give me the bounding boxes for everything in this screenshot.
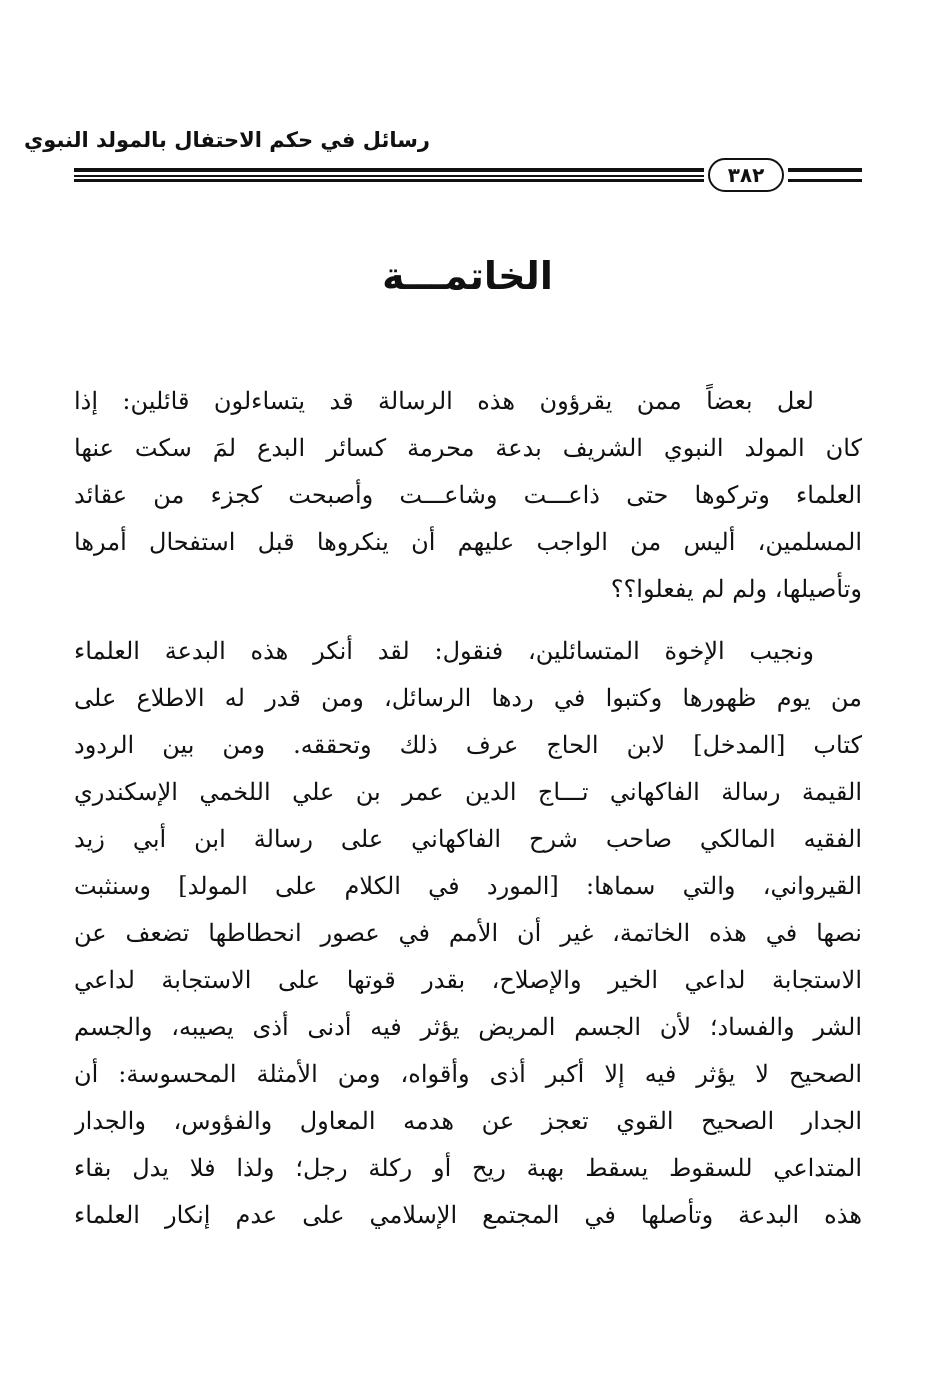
text-line: ونجيب الإخوة المتسائلين، فنقول: لقد أنكر هذه البدعة العلماء (74, 637, 814, 665)
header-rule-left (74, 168, 704, 182)
text-line: وتأصيلها، ولم لم يفعلوا؟؟ (610, 575, 862, 603)
text-line: من يوم ظهورها وكتبوا في ردها الرسائل، ومن قدر له الاطلاع على (74, 684, 862, 712)
paragraph-gap (74, 613, 862, 628)
text-line: القيرواني، والتي سماها: [المورد في الكلام على المولد] وسنثبت (74, 872, 862, 900)
text-line: المتداعي للسقوط يسقط بهبة ريح أو ركلة رجل؛ ولذا فلا يدل بقاء (74, 1154, 862, 1182)
text-line: الاستجابة لداعي الخير والإصلاح، بقدر قوتها على الاستجابة لداعي (74, 966, 862, 994)
text-line: الفقيه المالكي صاحب شرح الفاكهاني على رسالة ابن أبي زيد (74, 825, 862, 853)
chapter-title: الخاتمـــة (382, 254, 553, 298)
header-rule-right (788, 168, 862, 182)
text-line: الصحيح لا يؤثر فيه إلا أكبر أذى وأقواه، ومن الأمثلة المحسوسة: أن (74, 1060, 862, 1088)
text-line: المسلمين، أليس من الواجب عليهم أن ينكروها قبل استفحال أمرها (74, 528, 862, 556)
page-number: ٣٨٢ (708, 158, 784, 192)
text-line: الجدار الصحيح القوي تعجز عن هدمه المعاول والفؤوس، والجدار (74, 1107, 862, 1135)
text-line: هذه البدعة وتأصلها في المجتمع الإسلامي على عدم إنكار العلماء (74, 1201, 862, 1229)
text-line: القيمة رسالة الفاكهاني تـــاج الدين عمر بن علي اللخمي الإسكندري (74, 778, 862, 806)
text-line: الشر والفساد؛ لأن الجسم المريض يؤثر فيه أدنى أذى يصيبه، والجسم (74, 1013, 862, 1041)
text-line: كان المولد النبوي الشريف بدعة محرمة كسائر البدع لمَ سكت عنها (74, 434, 862, 462)
text-line: نصها في هذه الخاتمة، غير أن الأمم في عصور انحطاطها تضعف عن (74, 919, 862, 947)
text-line: العلماء وتركوها حتى ذاعـــت وشاعـــت وأصبحت كجزء من عقائد (74, 481, 862, 509)
running-header-title: رسائل في حكم الاحتفال بالمولد النبوي (24, 128, 430, 152)
body-text (74, 378, 862, 1239)
text-line: لعل بعضاً ممن يقرؤون هذه الرسالة قد يتساءلون قائلين: إذا (74, 387, 814, 415)
text-line: كتاب [المدخل] لابن الحاج عرف ذلك وتحققه. ومن بين الردود (74, 731, 862, 759)
